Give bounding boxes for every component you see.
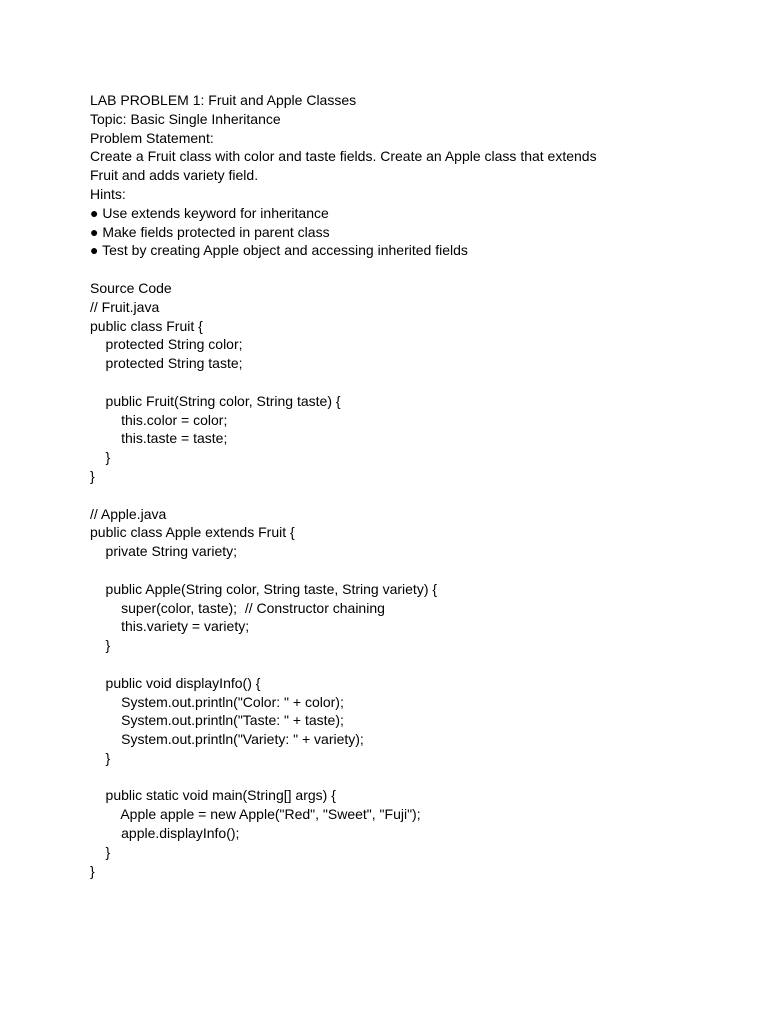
code-line: protected String color; [90,336,243,353]
code-line: } [90,749,111,766]
code-line: public void displayInfo() { [90,674,261,691]
problem-statement-text: Create a Fruit class with color and taste fields. Create an Apple class that extends [90,148,597,165]
code-line [90,373,730,392]
apple-code-block [90,505,730,881]
topic-line: Topic: Basic Single Inheritance [90,110,281,127]
problem-statement-text: Fruit and adds variety field. [90,167,259,184]
blank-line [90,486,730,505]
code-line: super(color, taste); // Constructor chaining [90,599,385,616]
code-line: } [90,449,111,466]
code-line: protected String taste; [90,355,243,372]
code-line [90,768,730,787]
hint-item: ● Make fields protected in parent class [90,223,330,240]
code-line: public static void main(String[] args) { [90,787,336,804]
code-line: public Apple(String color, String taste, String variety) { [90,580,438,597]
hint-item: ● Use extends keyword for inheritance [90,204,329,221]
code-line: public class Apple extends Fruit { [90,524,295,541]
code-line: public Fruit(String color, String taste) { [90,392,341,409]
code-line: public class Fruit { [90,317,203,334]
code-line: System.out.println("Color: " + color); [90,693,344,710]
code-line [90,561,730,580]
code-line: this.color = color; [90,411,228,428]
code-line: // Fruit.java [90,298,160,315]
code-line: private String variety; [90,543,238,560]
code-line: this.taste = taste; [90,430,228,447]
hints-label: Hints: [90,185,126,202]
code-line: } [90,467,95,484]
code-line [90,655,730,674]
code-line: // Apple.java [90,505,167,522]
lab-title: LAB PROBLEM 1: Fruit and Apple Classes [90,92,357,108]
hint-item: ● Test by creating Apple object and accessing inherited fields [90,242,468,259]
code-line: apple.displayInfo(); [90,825,240,842]
code-line: Apple apple = new Apple("Red", "Sweet", "Fuji"); [90,806,421,823]
blank-line [90,260,730,279]
problem-statement-label: Problem Statement: [90,129,214,146]
source-code-heading: Source Code [90,279,172,296]
code-line: } [90,637,111,654]
code-line: } [90,862,95,879]
code-line: System.out.println("Variety: " + variety); [90,731,364,748]
fruit-code-block [90,298,730,486]
code-line: this.variety = variety; [90,618,250,635]
document-content [90,91,730,880]
code-line: System.out.println("Taste: " + taste); [90,712,344,729]
code-line: } [90,843,111,860]
